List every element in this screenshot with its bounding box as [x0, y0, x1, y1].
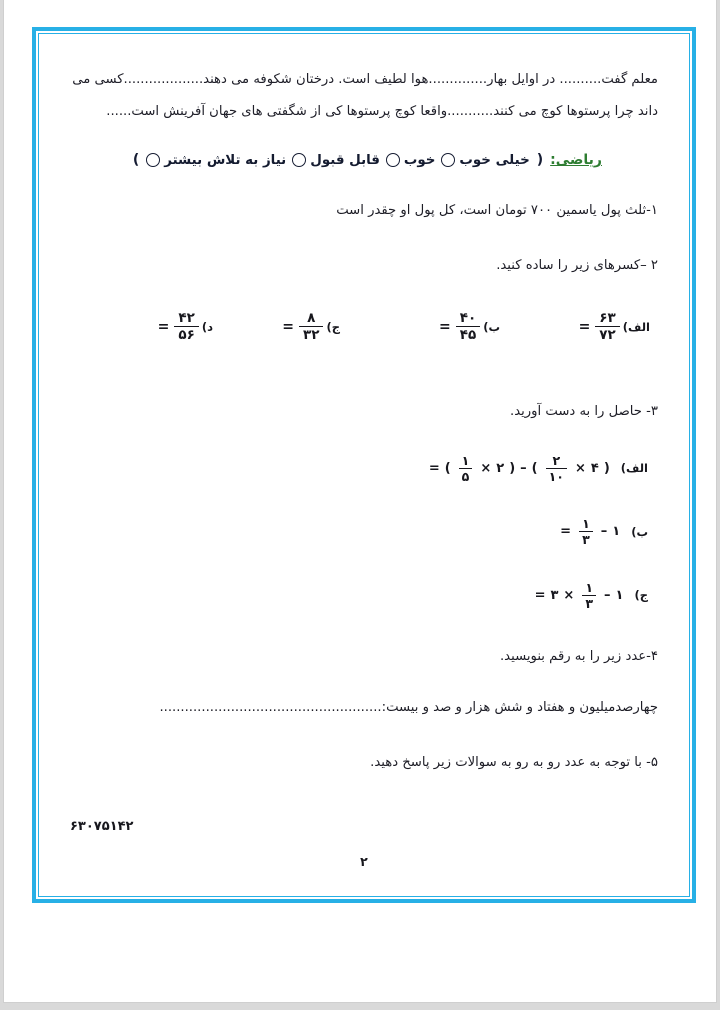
expr-token-minus: – [520, 460, 527, 476]
question-4-text: ۴-عدد زیر را به رقم بنویسید. [499, 648, 658, 664]
expr-token-times: × [563, 587, 575, 603]
rating-option-needs-more-effort[interactable] [146, 153, 286, 168]
fraction-denominator: ۴۵ [456, 326, 480, 343]
radio-circle-icon[interactable] [292, 153, 306, 167]
expr-fraction [582, 581, 596, 610]
fraction-label: الف) [622, 319, 650, 334]
fraction-numerator: ۴۲ [178, 309, 195, 326]
fraction-denominator: ۳۲ [299, 326, 323, 343]
expr-token-times-1: × [574, 460, 586, 476]
rating-option-label: خیلی خوب [459, 152, 530, 168]
expression-row-alef [70, 454, 658, 483]
expr-fraction-1 [546, 454, 567, 483]
expr-token-one: ۱ [615, 587, 624, 603]
expression-row-jim [70, 581, 658, 610]
question-5-text: ۵- با توجه به عدد رو به رو به سوالات زیر پاسخ دهید. [370, 755, 658, 771]
expr-token-factor-1: ۴ [590, 460, 599, 476]
expr-token-minus: – [600, 524, 608, 540]
expr-token-close-paren-2: ) [444, 460, 451, 476]
fraction-numerator: ۱ [461, 452, 470, 468]
fraction-denominator: ۷۲ [595, 326, 619, 343]
expression-label: ب) [631, 524, 648, 539]
fraction-item-alef [577, 311, 650, 343]
question-2-text: ۲ –کسرهای زیر را ساده کنید. [496, 258, 658, 274]
fraction-value [595, 311, 619, 343]
expression-row-be [70, 517, 658, 546]
equals-sign: = [157, 318, 170, 335]
fraction-numerator: ۸ [307, 309, 316, 326]
subject-label-mathematics: ریاضی: [550, 152, 602, 169]
fraction-value [174, 311, 198, 343]
fraction-value [299, 311, 323, 343]
expr-token-close-paren-1: ) [531, 460, 538, 476]
document-content [36, 31, 692, 899]
expr-token-minus: – [604, 587, 611, 603]
expr-token-open-paren-1: ( [603, 460, 610, 476]
rating-options-group [146, 153, 529, 168]
expr-token-factor-2: ۲ [496, 460, 505, 476]
rating-option-label: قابل قبول [310, 152, 380, 168]
fraction-item-be [437, 311, 500, 343]
radio-circle-icon[interactable] [386, 153, 400, 167]
expr-token-factor: ۳ [550, 587, 559, 603]
radio-circle-icon[interactable] [441, 153, 455, 167]
fraction-numerator: ۱ [585, 579, 594, 595]
rating-close-paren: ) [132, 152, 140, 169]
fraction-label: د) [201, 319, 213, 334]
fraction-item-jim [280, 311, 340, 343]
fraction-value [456, 311, 480, 343]
expr-token-open-paren-2: ( [509, 460, 516, 476]
fraction-item-dal [156, 311, 213, 343]
document-border-frame [32, 27, 696, 903]
fraction-denominator: ۳ [579, 531, 593, 546]
expr-fraction [579, 517, 593, 546]
expr-token-equals: = [428, 460, 440, 476]
question-3-text: ۳- حاصل را به دست آورید. [510, 403, 658, 419]
intro-paragraph-line-1: معلم گفت.......... در اوایل بهار..............هوا لطیف است. درختان شکوفه می دهند...................کسی می [72, 72, 658, 87]
page-number: ۲ [360, 854, 368, 869]
expr-token-equals: = [560, 524, 572, 540]
fraction-denominator: ۵ [459, 468, 473, 483]
radio-circle-icon[interactable] [146, 153, 160, 167]
fraction-numerator: ۲ [552, 452, 561, 468]
equals-sign: = [282, 318, 294, 335]
subject-rating-row [70, 152, 658, 168]
intro-paragraph-line-2: داند چرا پرستوها کوچ می کنند...........واقعا کوچ پرستوها کی از شگفتی های جهان آفرینش است...... [106, 103, 658, 119]
number-in-words-answer-line[interactable]: چهارصدمیلیون و هفتاد و شش هزار و صد و بیست:..................................................... [159, 700, 658, 716]
expr-token-one: ۱ [612, 524, 621, 540]
equals-sign: = [438, 318, 451, 335]
expr-token-equals: = [534, 587, 546, 603]
fraction-denominator: ۳ [582, 595, 596, 610]
rating-option-label: نیاز به تلاش بیشتر [164, 152, 287, 168]
equals-sign: = [578, 318, 591, 335]
rating-option-acceptable[interactable] [292, 153, 380, 168]
expression-exercise-block [70, 454, 658, 610]
fraction-exercise-row [70, 311, 658, 369]
expr-token-times-2: × [480, 460, 492, 476]
fraction-numerator: ۶۳ [599, 309, 616, 326]
expression-label: الف) [620, 461, 648, 476]
fraction-label: ج) [326, 319, 340, 334]
question-1-text: ۱-ثلث پول یاسمین ۷۰۰ تومان است، کل پول او چقدر است [336, 203, 658, 219]
rating-option-very-good[interactable] [441, 153, 529, 168]
paper-sheet [4, 0, 716, 1002]
fraction-numerator: ۴۰ [459, 309, 477, 326]
expression-label: ج) [634, 588, 648, 603]
fraction-label: ب) [483, 319, 500, 334]
expr-fraction-2 [459, 454, 473, 483]
fraction-denominator: ۵۶ [174, 326, 198, 343]
reference-number: ۶۳۰۷۵۱۴۲ [70, 819, 134, 835]
fraction-numerator: ۱ [582, 516, 590, 532]
rating-open-paren: ( [536, 152, 544, 169]
fraction-denominator: ۱۰ [546, 468, 567, 483]
rating-option-label: خوب [403, 152, 436, 168]
rating-option-good[interactable] [386, 153, 436, 168]
